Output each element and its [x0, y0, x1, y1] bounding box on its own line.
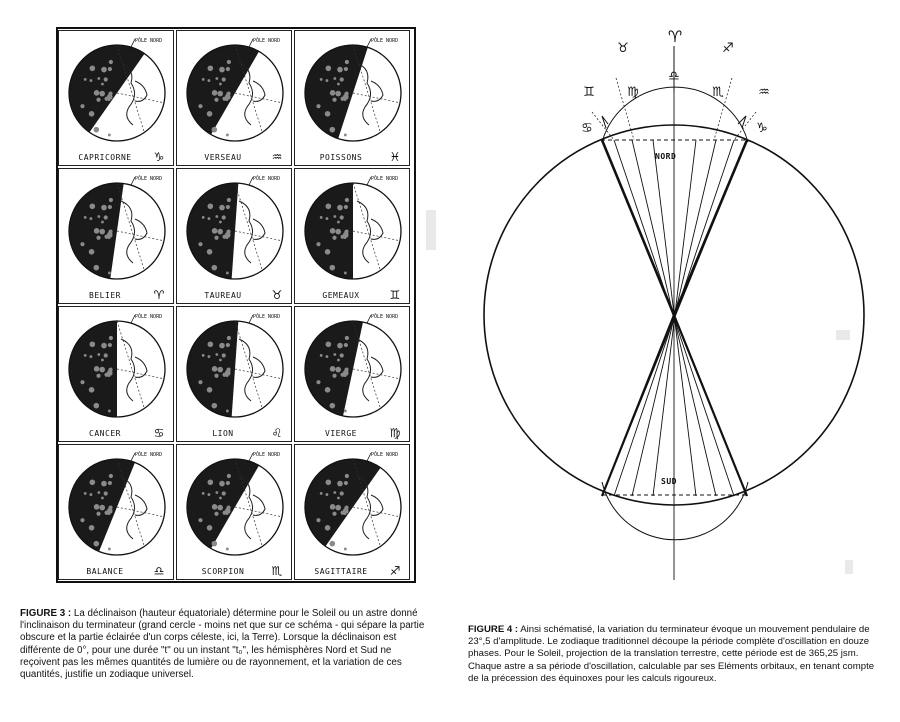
pole-nord-label: PÔLE NORD [135, 38, 163, 44]
earth-globe [177, 31, 292, 166]
figure-4-caption [468, 624, 886, 685]
zodiac-panel [58, 168, 174, 304]
pole-nord-label: PÔLE NORD [135, 176, 163, 182]
zodiac-sign-icon: ♋ [153, 426, 165, 440]
zodiac-sign-icon: ♌ [271, 426, 283, 440]
zodiac-sign-icon: ♈ [153, 288, 165, 302]
zodiac-panel [294, 444, 410, 580]
zodiac-sign-name: BALANCE [86, 567, 124, 576]
earth-globe [59, 445, 174, 580]
pole-nord-label: PÔLE NORD [371, 176, 399, 182]
zodiac-panel [294, 30, 410, 166]
scorpio-glyph: ♏ [712, 85, 724, 100]
zodiac-sign-name: CANCER [89, 429, 121, 438]
taurus-glyph: ♉ [617, 41, 629, 56]
pole-nord-label: PÔLE NORD [371, 38, 399, 44]
figure-4-diagram [456, 20, 896, 600]
capricorn-glyph: ♑ [756, 121, 768, 136]
zodiac-panel [176, 444, 292, 580]
pole-nord-label: PÔLE NORD [371, 314, 399, 320]
zodiac-panel [176, 168, 292, 304]
earth-globe [59, 307, 174, 442]
zodiac-sign-name: VIERGE [325, 429, 357, 438]
zodiac-sign-name: POISSONS [319, 153, 363, 162]
zodiac-sign-icon: ♑ [153, 150, 165, 164]
scan-bleed-mark [426, 210, 436, 250]
zodiac-sign-name: LION [212, 429, 234, 438]
gemini-glyph: ♊ [583, 85, 595, 100]
nord-label: NORD [655, 152, 677, 161]
earth-globe [295, 169, 410, 304]
sagittarius-glyph: ♐ [722, 41, 734, 56]
figure-3-caption-label: FIGURE 3 : [20, 608, 72, 619]
zodiac-sign-icon: ♒ [271, 150, 283, 164]
zodiac-panel [294, 306, 410, 442]
zodiac-sign-name: CAPRICORNE [78, 153, 132, 162]
zodiac-panel [58, 306, 174, 442]
pole-nord-label: PÔLE NORD [253, 452, 281, 458]
figure-4-caption-label: FIGURE 4 : [468, 624, 519, 635]
zodiac-sign-name: TAUREAU [204, 291, 242, 300]
zodiac-sign-icon: ♍ [389, 426, 401, 440]
earth-globe [177, 307, 292, 442]
zodiac-sign-icon: ♉ [271, 288, 283, 302]
aries-glyph: ♈ [667, 27, 683, 46]
earth-globe [295, 307, 410, 442]
pole-nord-label: PÔLE NORD [135, 314, 163, 320]
libra-glyph: ♎ [668, 69, 680, 84]
earth-globe [59, 31, 174, 166]
zodiac-sign-icon: ♎ [153, 564, 165, 578]
figure-4-caption-text: Ainsi schématisé, la variation du terminateur évoque un mouvement pendulaire de 23°,5 d'amplitude. Le zodiaque traditionnel découpe la période complète d'oscillation en douze phases. Pour le Soleil, projection de la translation terrestre, cette période est de 365,25 jsm. Chaque astre a sa période d'oscillation, calculable par ses Eléments orbitaux, en tenant compte de la précession des équinoxes pour les calculs rigoureux. [468, 624, 875, 684]
zodiac-sign-icon: ♐ [389, 564, 401, 578]
zodiac-panel [176, 306, 292, 442]
zodiac-sign-name: VERSEAU [204, 153, 242, 162]
pole-nord-label: PÔLE NORD [371, 452, 399, 458]
zodiac-sign-icon: ♏ [271, 564, 283, 578]
earth-globe [177, 169, 292, 304]
earth-globe [295, 31, 410, 166]
sud-label: SUD [661, 477, 677, 486]
pole-nord-label: PÔLE NORD [253, 314, 281, 320]
aquarius-glyph: ♒ [758, 85, 770, 100]
south-cap-arc [602, 482, 748, 540]
zodiac-sign-name: SAGITTAIRE [314, 567, 368, 576]
zodiac-sign-name: GEMEAUX [322, 291, 360, 300]
wedge-edge [674, 140, 747, 315]
zodiac-panel [176, 30, 292, 166]
zodiac-panel [58, 30, 174, 166]
earth-globe [59, 169, 174, 304]
zodiac-sign-icon: ♓ [389, 150, 401, 164]
earth-globe [295, 445, 410, 580]
figure-3-caption-text: La déclinaison (hauteur équatoriale) détermine pour le Soleil ou un astre donné l'inclinaison du terminateur (grand cercle - moins net que sur ce schéma - qui sépare la partie obscure et la partie éclairée d'un corps céleste, ici, la Terre). Lorsque la déclinaison est différente de 0°, pour une durée "t" ou un instant "t₀", les hémisphères Nord et Sud ne reçoivent pas les mêmes quantités de lumière ou de rayonnement, et la variation de ces quantités, justifie un zodiaque universel. [20, 608, 425, 681]
zodiac-sign-name: BELIER [89, 291, 121, 300]
zodiac-sign-icon: ♊ [389, 288, 401, 302]
pole-nord-label: PÔLE NORD [253, 176, 281, 182]
figure-3-caption [20, 608, 425, 681]
zodiac-panel [294, 168, 410, 304]
pole-nord-label: PÔLE NORD [253, 38, 281, 44]
earth-globe [177, 445, 292, 580]
zodiac-panel [58, 444, 174, 580]
pole-nord-label: PÔLE NORD [135, 452, 163, 458]
cancer-glyph: ♋ [581, 121, 593, 136]
zodiac-sign-name: SCORPION [201, 567, 245, 576]
virgo-glyph: ♍ [627, 85, 639, 100]
